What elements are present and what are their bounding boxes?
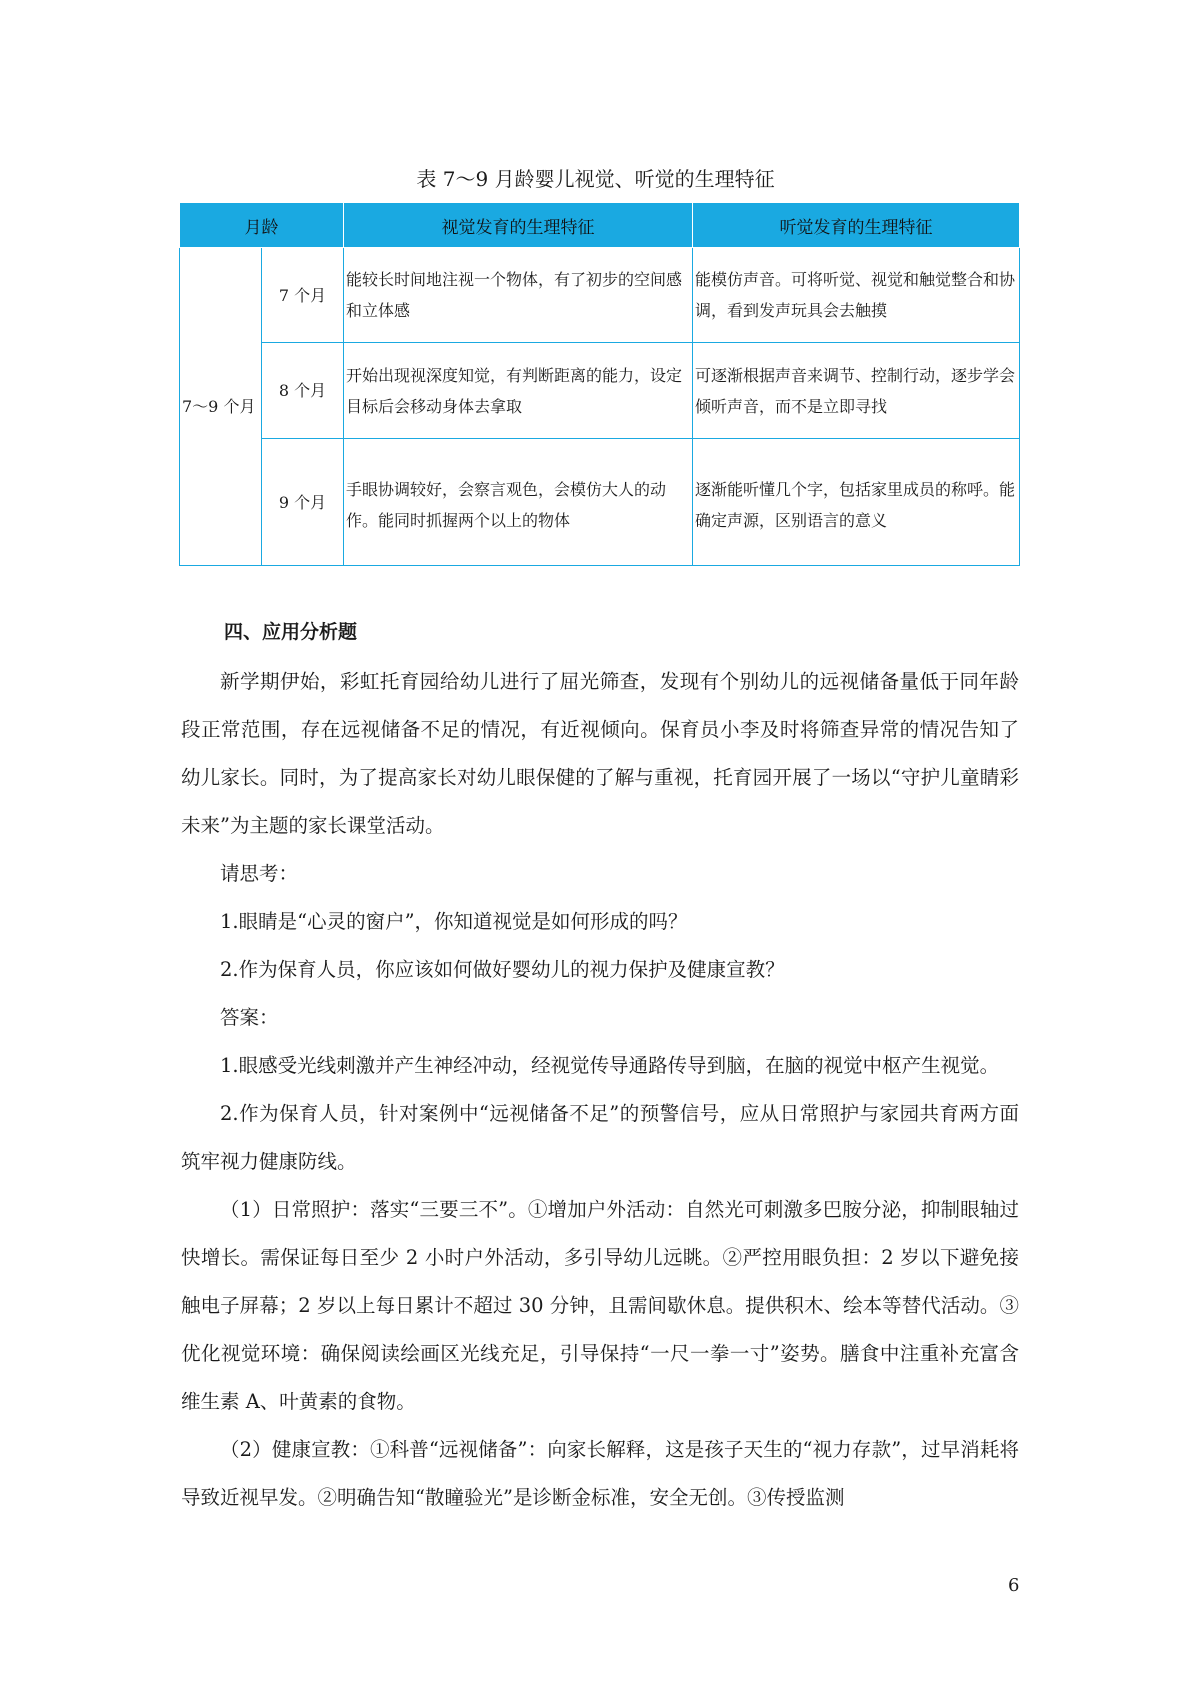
answer-label: 答案： <box>220 1006 279 1029</box>
answer-1: 1.眼感受光线刺激并产生神经冲动，经视觉传导通路传导到脑，在脑的视觉中枢产生视觉。 <box>220 1054 1000 1077</box>
header-auditory: 听觉发育的生理特征 <box>693 203 1020 248</box>
table-caption: 表 7～9 月龄婴儿视觉、听觉的生理特征 <box>416 167 775 191</box>
visual-cell: 手眼协调较好，会察言观色，会模仿大人的动作。能同时抓握两个以上的物体 <box>344 439 693 566</box>
month-cell: 8 个月 <box>262 343 344 439</box>
age-range-cell: 7～9 个月 <box>180 248 262 566</box>
header-age: 月龄 <box>180 203 344 248</box>
body-text <box>181 658 1019 1522</box>
answer-2: 2.作为保育人员，针对案例中“远视储备不足”的预警信号，应从日常照护与家园共育两方面筑牢视力健康防线。 <box>181 1102 1019 1173</box>
table-row <box>180 343 1020 439</box>
question-2: 2.作为保育人员，你应该如何做好婴幼儿的视力保护及健康宣教？ <box>220 958 785 981</box>
answer-2-daily-care: （1）日常照护：落实“三要三不”。①增加户外活动：自然光可刺激多巴胺分泌，抑制眼轴过快增长。需保证每日至少 2 小时户外活动，多引导幼儿远眺。②严控用眼负担：2 岁以下避免接触电子屏幕；2 岁以上每日累计不超过 30 分钟，且需间歇休息。提供积木、绘本等替代活动。③优化视觉环境：确保阅读绘画区光线充足，引导保持“一尺一拳一寸”姿势。膳食中注重补充富含维生素 A、叶黄素的食物。 <box>181 1198 1019 1413</box>
header-visual: 视觉发育的生理特征 <box>344 203 693 248</box>
table-row <box>180 248 1020 343</box>
table-header-row <box>180 203 1020 248</box>
prompt-label: 请思考： <box>220 862 299 885</box>
month-cell: 7 个月 <box>262 248 344 343</box>
visual-cell: 开始出现视深度知觉，有判断距离的能力，设定目标后会移动身体去拿取 <box>344 343 693 439</box>
case-paragraph: 新学期伊始，彩虹托育园给幼儿进行了屈光筛查，发现有个别幼儿的远视储备量低于同年龄段正常范围，存在远视储备不足的情况，有近视倾向。保育员小李及时将筛查异常的情况告知了幼儿家长。同时，为了提高家长对幼儿眼保健的了解与重视，托育园开展了一场以“守护儿童睛彩未来”为主题的家长课堂活动。 <box>181 670 1019 837</box>
visual-cell: 能较长时间地注视一个物体，有了初步的空间感和立体感 <box>344 248 693 343</box>
question-1: 1.眼睛是“心灵的窗户”，你知道视觉是如何形成的吗？ <box>220 910 688 933</box>
auditory-cell: 逐渐能听懂几个字，包括家里成员的称呼。能确定声源，区别语言的意义 <box>693 439 1020 566</box>
table-row <box>180 439 1020 566</box>
page-number: 6 <box>1008 1575 1020 1596</box>
auditory-cell: 可逐渐根据声音来调节、控制行动，逐步学会倾听声音，而不是立即寻找 <box>693 343 1020 439</box>
answer-2-health-education: （2）健康宣教：①科普“远视储备”：向家长解释，这是孩子天生的“视力存款”，过早消耗将导致近视早发。②明确告知“散瞳验光”是诊断金标准，安全无创。③传授监测 <box>181 1438 1019 1509</box>
physiology-table <box>179 202 1020 566</box>
auditory-cell: 能模仿声音。可将听觉、视觉和触觉整合和协调，看到发声玩具会去触摸 <box>693 248 1020 343</box>
month-cell: 9 个月 <box>262 439 344 566</box>
section-title: 四、应用分析题 <box>224 621 358 643</box>
